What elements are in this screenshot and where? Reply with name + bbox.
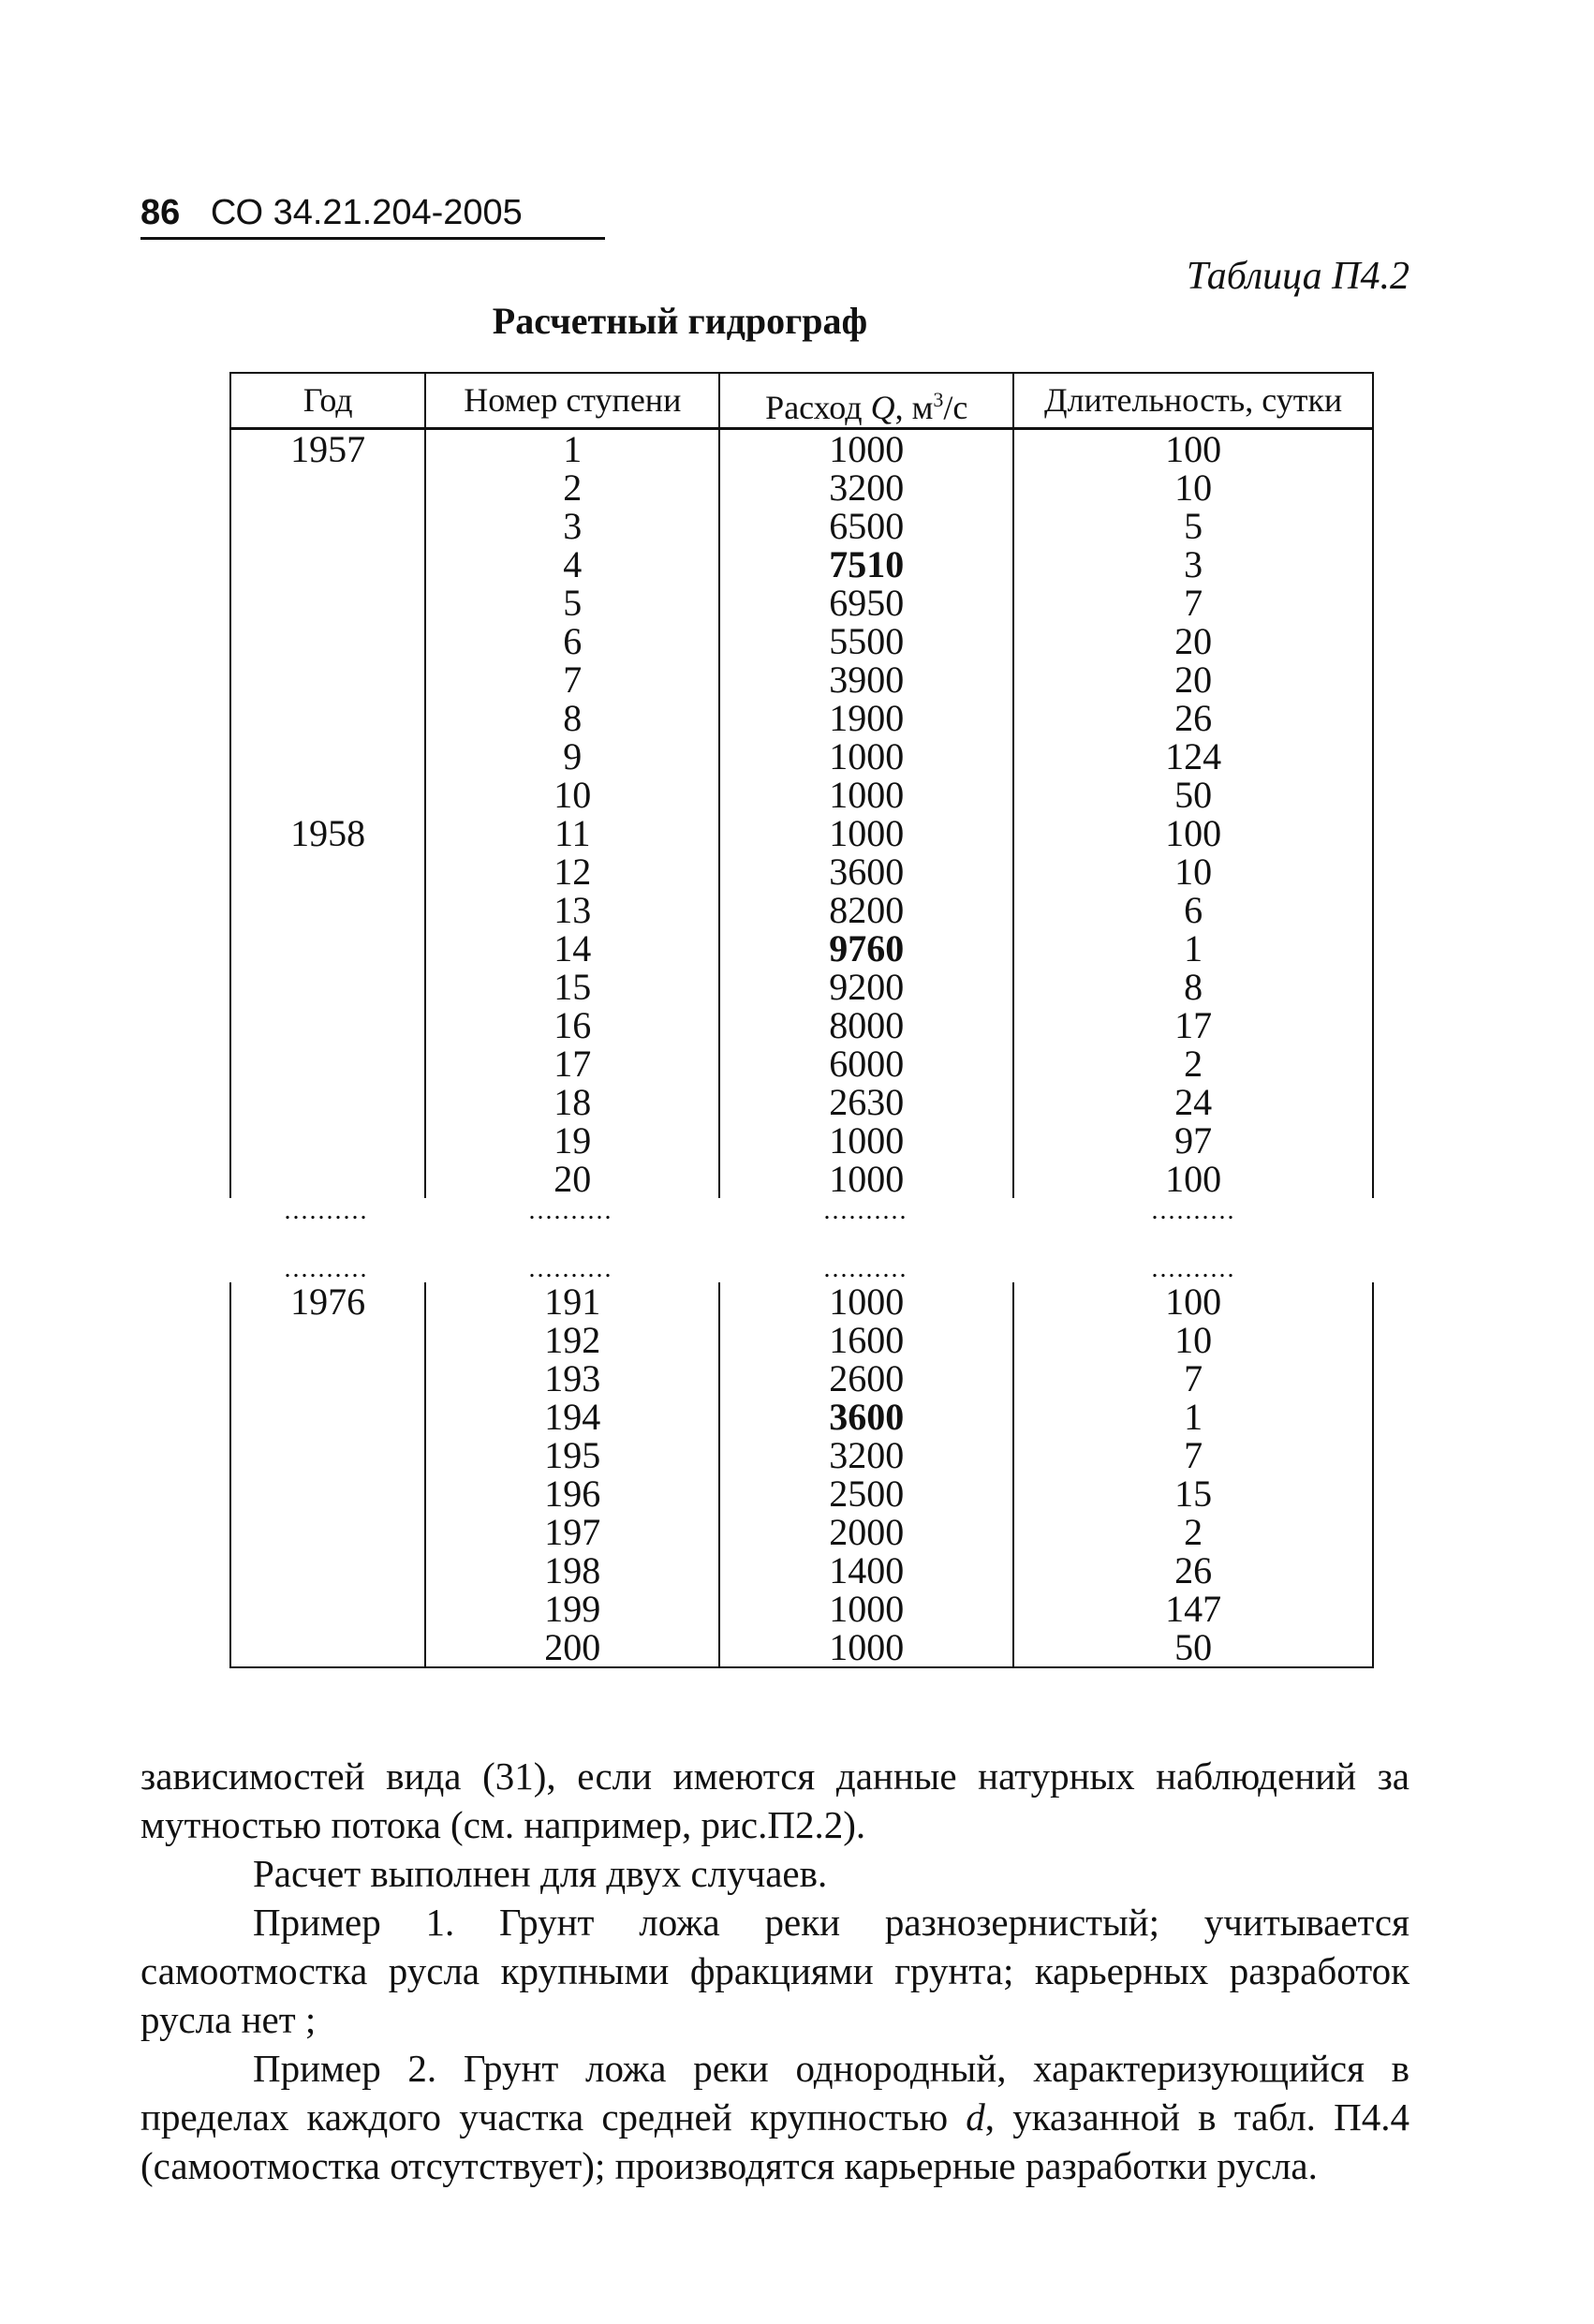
ellipsis-discharge: .......... .......... [823, 1196, 908, 1283]
cell-duration: 3 [1012, 545, 1372, 584]
hydrograph-table [229, 372, 1374, 1668]
table-row [231, 891, 1372, 929]
cell-step: 9 [424, 737, 718, 776]
page-number: 86 [140, 193, 181, 232]
cell-year: 1957 [290, 428, 366, 470]
cell-duration: 2 [1012, 1044, 1372, 1083]
cell-step: 8 [424, 699, 718, 737]
cell-step: 10 [424, 776, 718, 814]
cell-year [231, 699, 424, 737]
cell-discharge: 1000 [718, 1590, 1012, 1628]
cell-duration: 100 [1012, 814, 1372, 852]
cell-discharge: 6500 [718, 507, 1012, 545]
cell-step: 1 [424, 430, 718, 468]
cell-year [231, 737, 424, 776]
table-row [231, 737, 1372, 776]
cell-discharge: 3200 [718, 1436, 1012, 1474]
cell-discharge: 1000 [718, 430, 1012, 468]
cell-duration: 24 [1012, 1083, 1372, 1121]
table-label: Таблица П4.2 [1186, 255, 1410, 298]
cell-discharge: 2500 [718, 1474, 1012, 1513]
cell-year [231, 1006, 424, 1044]
cell-discharge: 1000 [718, 1121, 1012, 1160]
cell-year [231, 1513, 424, 1551]
table-block-1976 [229, 1282, 1374, 1668]
cell-discharge: 1000 [718, 737, 1012, 776]
cell-duration: 2 [1012, 1513, 1372, 1551]
cell-step: 2 [424, 468, 718, 507]
cell-discharge: 2600 [718, 1359, 1012, 1398]
cell-step: 3 [424, 507, 718, 545]
cell-duration: 100 [1012, 1282, 1372, 1321]
paragraph-3: Пример 1. Грунт ложа реки разнозернистый; учитывается самоотмостка русла крупными фракциями грунта; карьерных разработок русла нет ; [140, 1901, 1410, 2041]
cell-discharge: 6950 [718, 584, 1012, 622]
header-rule [140, 237, 605, 240]
cell-step: 18 [424, 1083, 718, 1121]
cell-year: 1958 [290, 812, 366, 854]
table-row [231, 545, 1372, 584]
cell-year [231, 852, 424, 891]
table-row [231, 507, 1372, 545]
cell-duration: 20 [1012, 660, 1372, 699]
cell-step: 199 [424, 1590, 718, 1628]
cell-duration: 100 [1012, 430, 1372, 468]
cell-step: 19 [424, 1121, 718, 1160]
cell-duration: 10 [1012, 468, 1372, 507]
table-header-row [229, 372, 1374, 430]
table-row [231, 1551, 1372, 1590]
cell-duration: 8 [1012, 968, 1372, 1006]
cell-duration: 50 [1012, 776, 1372, 814]
cell-year [231, 891, 424, 929]
cell-year [231, 1436, 424, 1474]
table-row [231, 430, 1372, 468]
cell-discharge: 8000 [718, 1006, 1012, 1044]
header-discharge: Расход Q, $м^3/с$ [718, 374, 1012, 427]
table-row [231, 1083, 1372, 1121]
cell-duration: 1 [1012, 1398, 1372, 1436]
cell-duration: 5 [1012, 507, 1372, 545]
table-row [231, 814, 1372, 852]
cell-step: 20 [424, 1160, 718, 1198]
table-row [231, 1359, 1372, 1398]
cell-year [231, 1590, 424, 1628]
cell-year [231, 1628, 424, 1666]
cell-discharge: 5500 [718, 622, 1012, 660]
cell-year [231, 468, 424, 507]
cell-step: 14 [424, 929, 718, 968]
cell-step: 5 [424, 584, 718, 622]
ellipsis-duration: .......... .......... [1151, 1196, 1236, 1283]
table-row [231, 1474, 1372, 1513]
table-title-text: Расчетный гидрограф [492, 300, 868, 342]
cell-step: 191 [424, 1282, 718, 1321]
cell-discharge: 3600 [718, 1398, 1012, 1436]
cell-discharge: 1900 [718, 699, 1012, 737]
table-row [231, 1436, 1372, 1474]
cell-duration: 1 [1012, 929, 1372, 968]
cell-duration: 7 [1012, 1359, 1372, 1398]
cell-duration: 50 [1012, 1628, 1372, 1666]
cell-year [231, 1551, 424, 1590]
body-text [140, 1752, 1410, 2190]
cell-step: 4 [424, 545, 718, 584]
cell-step: 15 [424, 968, 718, 1006]
table-row [231, 699, 1372, 737]
table-ellipsis-row [229, 1198, 1374, 1282]
cell-year [231, 545, 424, 584]
cell-discharge: 3600 [718, 852, 1012, 891]
cell-step: 200 [424, 1628, 718, 1666]
cell-discharge: 6000 [718, 1044, 1012, 1083]
cell-step: 196 [424, 1474, 718, 1513]
cell-duration: 20 [1012, 622, 1372, 660]
cell-year [231, 929, 424, 968]
cell-year [231, 1474, 424, 1513]
ellipsis-step: .......... .......... [528, 1196, 613, 1283]
cell-step: 197 [424, 1513, 718, 1551]
cell-step: 193 [424, 1359, 718, 1398]
table-row [231, 1628, 1372, 1666]
cell-year [231, 584, 424, 622]
cell-discharge: 1000 [718, 1628, 1012, 1666]
table-row [231, 1044, 1372, 1083]
table-row [231, 1398, 1372, 1436]
cell-duration: 124 [1012, 737, 1372, 776]
cell-discharge: 1400 [718, 1551, 1012, 1590]
cell-year [231, 776, 424, 814]
cell-year [231, 1321, 424, 1359]
table-row [231, 622, 1372, 660]
ellipsis-year: .......... .......... [284, 1196, 369, 1283]
cell-duration: 97 [1012, 1121, 1372, 1160]
cell-duration: 7 [1012, 584, 1372, 622]
cell-year [231, 1044, 424, 1083]
table-row [231, 776, 1372, 814]
table-row [231, 1121, 1372, 1160]
cell-duration: 7 [1012, 1436, 1372, 1474]
cell-discharge: 8200 [718, 891, 1012, 929]
cell-duration: 26 [1012, 1551, 1372, 1590]
cell-duration: 15 [1012, 1474, 1372, 1513]
page-header [140, 192, 523, 233]
cell-year [231, 660, 424, 699]
cell-step: 192 [424, 1321, 718, 1359]
cell-discharge: 1000 [718, 1160, 1012, 1198]
cell-step: 194 [424, 1398, 718, 1436]
cell-discharge: 9200 [718, 968, 1012, 1006]
cell-discharge: 1000 [718, 776, 1012, 814]
table-row [231, 1006, 1372, 1044]
cell-year: 1976 [290, 1280, 366, 1323]
document-code: СО 34.21.204-2005 [210, 193, 523, 232]
table-block-1957-1958 [229, 430, 1374, 1198]
cell-duration: 6 [1012, 891, 1372, 929]
table-row [231, 1321, 1372, 1359]
cell-year [231, 1359, 424, 1398]
cell-step: 6 [424, 622, 718, 660]
cell-discharge: 3900 [718, 660, 1012, 699]
table-row [231, 968, 1372, 1006]
table-row [231, 1160, 1372, 1198]
cell-step: 195 [424, 1436, 718, 1474]
cell-step: 13 [424, 891, 718, 929]
paragraph-4: Пример 2. Грунт ложа реки однородный, характеризующийся в пределах каждого участка средней крупностью d, указанной в табл. П4.4 (самоотмостка отсутствует); производятся карьерные разработки русла. [140, 2047, 1410, 2187]
cell-duration: 10 [1012, 852, 1372, 891]
cell-step: 7 [424, 660, 718, 699]
table-row [231, 1590, 1372, 1628]
table-row [231, 929, 1372, 968]
header-duration: Длительность, сутки [1012, 374, 1372, 427]
table-row [231, 584, 1372, 622]
cell-year [231, 1121, 424, 1160]
table-title [0, 298, 1594, 345]
table-row [231, 852, 1372, 891]
cell-step: 11 [424, 814, 718, 852]
cell-duration: 17 [1012, 1006, 1372, 1044]
cell-discharge: 7510 [718, 545, 1012, 584]
cell-step: 17 [424, 1044, 718, 1083]
cell-year [231, 968, 424, 1006]
table-row [231, 1513, 1372, 1551]
cell-year [231, 1160, 424, 1198]
table-row [231, 468, 1372, 507]
cell-step: 12 [424, 852, 718, 891]
cell-discharge: 1000 [718, 1282, 1012, 1321]
cell-duration: 147 [1012, 1590, 1372, 1628]
cell-year [231, 507, 424, 545]
cell-discharge: 3200 [718, 468, 1012, 507]
header-step: Номер ступени [424, 374, 718, 427]
cell-duration: 100 [1012, 1160, 1372, 1198]
cell-duration: 26 [1012, 699, 1372, 737]
cell-year [231, 1398, 424, 1436]
cell-discharge: 2630 [718, 1083, 1012, 1121]
table-row [231, 1282, 1372, 1321]
header-year: Год [303, 381, 353, 419]
cell-step: 198 [424, 1551, 718, 1590]
cell-year [231, 1083, 424, 1121]
table-row [231, 660, 1372, 699]
cell-discharge: 9760 [718, 929, 1012, 968]
cell-year [231, 622, 424, 660]
paragraph-1: зависимостей вида (31), если имеются данные натурных наблюдений за мутностью потока (см. например, рис.П2.2). [140, 1754, 1410, 1846]
cell-discharge: 2000 [718, 1513, 1012, 1551]
cell-discharge: 1000 [718, 814, 1012, 852]
paragraph-2: Расчет выполнен для двух случаев. [253, 1852, 828, 1895]
cell-discharge: 1600 [718, 1321, 1012, 1359]
cell-step: 16 [424, 1006, 718, 1044]
cell-duration: 10 [1012, 1321, 1372, 1359]
